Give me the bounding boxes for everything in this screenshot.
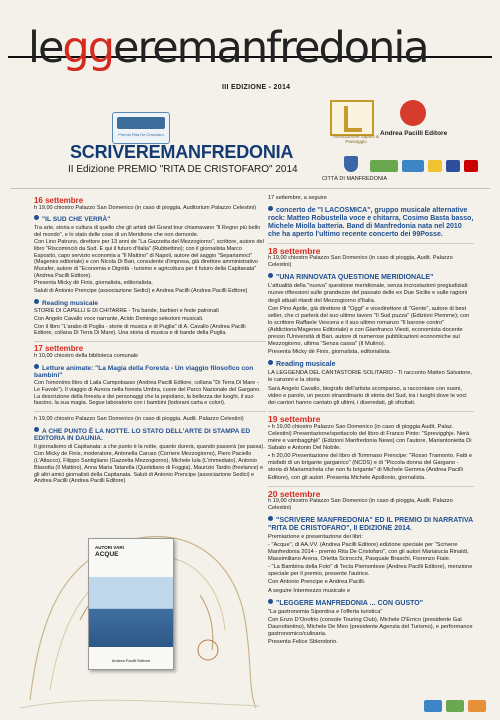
event-heading	[34, 215, 266, 223]
program-right-column	[268, 195, 474, 647]
event-date: 16 settembre	[34, 196, 84, 205]
wordmark-suffix: eremanfredonia	[113, 23, 428, 73]
section-divider	[268, 411, 474, 412]
event-description: Con il libro "L'arabo di Puglia - storie di musica e di Puglia" di A. Cavallo (Andrea Pacilli Editore, collana Di Terra Di Mare). Una storia di musica e di bande della Puglia.	[34, 323, 246, 337]
heading-text: Letture animate: "La Magia della Foresta - Un viaggio filosofico con bambini"	[34, 364, 254, 379]
heading-text: "IL SUD CHE VERRÀ"	[42, 216, 111, 224]
comune-caption: CITTÀ DI MANFREDONIA	[322, 176, 388, 182]
sponsor-logo-1	[370, 160, 398, 172]
section-divider	[34, 411, 266, 412]
heading-text: Reading musicale	[276, 361, 336, 369]
event-description: "La gastronomia Sipontina e l'offerta turistica"	[268, 608, 383, 615]
event-subtitle: II Edizione PREMIO "RITA DE CRISTOFARO" 2014	[68, 164, 298, 175]
event-heading	[34, 427, 266, 443]
bullet-icon	[34, 215, 39, 220]
bullet-icon	[34, 364, 39, 369]
footer-logo-3	[468, 700, 486, 712]
comune-crest-icon	[344, 156, 358, 172]
event-description: Premiazione e presentazione dei libri:	[268, 533, 363, 540]
event-time-venue: h 19,00 chiostro Palazzo San Domenico (in caso di pioggia, Audit. Palazzo Celestini)	[268, 497, 453, 511]
event-heading	[268, 273, 474, 282]
bullet-icon	[268, 206, 273, 211]
heading-text: "UNA RINNOVATA QUESTIONE MERIDIONALE"	[276, 274, 434, 282]
pacilli-editore-caption: Andrea Pacilli Editore	[380, 130, 448, 137]
event-description: Saluti di Antonio Prencipe (associazione Sedici) e Andrea Pacilli (Andrea Pacilli Editore)	[34, 288, 248, 295]
scriveremanfredonia-logo	[112, 112, 170, 144]
event-description: Con Micky de Finis, moderatore, Antonella Caruso (Corriere Mezzogiorno), Piero Paciello (L'Attacco), Filippo Santigliano (Gazzetta Mezzogiorno), Michele Iula (L'immediato), Antonio Blasotta (Il Mattino), Anna Maria Tatarella (Quotidiano di Foggia), Maurizio Tardio (freelance) e gli altri amici giornalisti della Capitanata. Saluti di Antonio Prencipe (associazione Sedici) e Andrea Pacilli (Andrea Pacilli Editore)	[34, 451, 264, 485]
sponsor-logo-3	[428, 160, 442, 172]
bullet-icon	[268, 599, 273, 604]
book-publisher: Andrea Pacilli Editore	[111, 658, 151, 663]
event-heading	[268, 516, 474, 533]
event-time-venue: h 10,00 chiostro della biblioteca comunale	[34, 352, 139, 359]
event-heading	[268, 360, 474, 369]
event-description: Con Angelo Cavallo voce narrante, Acido Domingo selezioni musicali.	[34, 315, 204, 322]
book-author: AUTORI VARI	[95, 545, 124, 550]
event-time-venue: h 19,00 chiostro Palazzo San Domenico (in caso di pioggia, Audit. Palazzo Celestini)	[34, 416, 244, 423]
section-divider	[34, 341, 266, 342]
footer-logo-1	[424, 700, 442, 712]
event-heading	[34, 299, 266, 307]
event-description: • h 20,00 Presentazione del libro di Tommaso Prencipe: "Rosso Tramonto. Fatti e misfatti di un brigante garganico" (NCDS) e di "Piccola donna del Gargano - storia di Mariamichela che non fu brigante" di Michele Gemma (Andrea Pacilli Editore), con gli autori. Presenta Michele Apollonio, giornalista.	[268, 453, 473, 481]
footer-logo-2	[446, 700, 464, 712]
event-description: • h 19,00 chiostro Palazzo San Domenico (in caso di pioggia Audit. Palaz. Celestini) Presentazione/spettacolo del libro di Franco Pinto: "Sprevigghje. Nerà mère e vambagghjè" (Edizioni Manfredonia News) con l'autore, Mariantonietta Di Sabato e Antonio Del Nobile.	[268, 423, 472, 452]
bullet-icon	[34, 299, 39, 304]
bullet-icon	[268, 273, 273, 278]
event-title: SCRIVEREMANFREDONIA	[70, 142, 294, 162]
event-description: LA LEGGENDA DEL CANTASTORIE SOLITARIO - Ti racconto Matteo Salvatore, le canzoni e la storia	[268, 370, 472, 384]
event-description: Presenta Micky dè Finis, giornalista, editorialista.	[34, 280, 153, 287]
event-description: STORIE DI CAPELLI E DI CHITARRE - Tra bande, barbieri e feste patronali	[34, 308, 219, 315]
heading-text: A CHE PUNTO È LA NOTTE. LO STATO DELL'ARTE DI STAMPA ED EDITORIA IN DAUNIA.	[34, 427, 251, 443]
event-time-venue: h 19,00 chiostro Palazzo San Domenico (in caso di pioggia, Audit. Palazzo Celestini)	[268, 255, 453, 269]
associazione-logo	[330, 100, 374, 136]
pacilli-editore-logo	[400, 100, 426, 126]
event-date: 20 settembre	[268, 488, 321, 499]
wordmark-red: gg	[62, 23, 113, 73]
associazione-mark-icon	[344, 106, 362, 132]
event-description: Con Antonio Prencipe e Andrea Pacilli.	[268, 579, 366, 586]
book-title: ACQUE	[95, 551, 119, 558]
event-wordmark	[28, 18, 428, 78]
event-heading	[268, 206, 474, 239]
event-description: Con Enzo D'Onofrio (console Touring Club), Michele D'Errico (presidente Gal Daunofantino), Michele De Meo (presidente Agenzia del Turismo), e performance gastronomico/culinaria.	[268, 616, 473, 637]
event-description: Sarà Angelo Cavallo, biografo dell'artista scomparso, a raccontare con suoni, video e parole, un pezzo straordinario di storia del Sud, tra i luoghi dove le voci dei cantori hanno cantato gli ultimi, i diseredati, gli sfruttati.	[268, 385, 467, 406]
bullet-icon	[268, 516, 273, 521]
associazione-caption: Associazione Sipario & Paesaggio	[332, 134, 380, 144]
book-cover-photo	[89, 577, 173, 647]
event-description: Il giornalismo di Capitanata: a che punto è la notte, quanto durerà, quando passerà (se passa).	[34, 443, 265, 450]
sponsor-logo-4	[446, 160, 460, 172]
heading-text: Reading musicale	[42, 299, 99, 307]
heading-text: concerto de "I LACOSMICA", gruppo musicale alternative rock: Matteo Robustella voce e chitarra, Cosimo Basta basso, Michele Miolla batteria. Band di Manfredonia nata nel 2010 che ha aperto l'ultimo recente concerto dei 99Posse.	[268, 207, 474, 239]
heading-text: "LEGGERE MANFREDONIA ... CON GUSTO"	[276, 599, 424, 607]
section-divider	[268, 486, 474, 487]
event-heading	[268, 599, 474, 608]
section-divider	[268, 243, 474, 244]
header-banner	[0, 18, 500, 78]
event-description: A seguire Intermezzo musicale e	[268, 587, 351, 594]
sponsor-logo-5	[464, 160, 478, 172]
book-cover-acque	[88, 538, 174, 670]
event-date: 18 settembre	[268, 246, 321, 257]
event-description: L'attualità della "nuova" questione meridionale, senza incrostazioni pregiudiziali: nuove riflessioni sulle grandezze del passato delle ex Due Sicilie e sulle ragioni degli attuali ritardi del Mezzogiorno d'Italia.	[268, 283, 469, 304]
event-description: - "Acque", di AA.VV. (Andrea Pacilli Editore) edizione speciale per "Scrivere Manfredonia 2014 - premio Rita De Cristofaro", con gli autori Mariaiucia Rinaldi, Massimiliano Arena, Orietta Scirocchi, Pasquale Braschi, Fiorenzo Fiale.	[268, 542, 469, 563]
logo-caption: Premio Rita De Cristofaro	[118, 132, 164, 137]
bullet-icon	[34, 427, 39, 432]
event-time-venue: 17 settembre, a seguire	[268, 195, 327, 201]
edition-label: III EDIZIONE - 2014	[222, 84, 291, 91]
event-description: Con Lino Patruno, direttore per 13 anni de "La Gazzetta del Mezzogiorno", scrittore, autore del libro "Riscominciò da Sud. E qui il futuro d'Italia" (Rubbettino); con il giornalista Marco Esposito, capo servizio economia a "Il Mattino" di Napoli, autore del saggio "Separiamoci" (Magenes editoriale) e con Nicola Di Bari, consulente d'impresa, già direttore amministrativo Mucafer, autore di "Economia e Dignità - turismo e agricoltura per il futuro della Capitanata" (Andrea Pacilli Editore).	[34, 239, 264, 279]
heading-text: "SCRIVERE MANFREDONIA" ED IL PREMIO DI NARRATIVA "RITA DE CRISTOFARO", II EDIZIONE 2014.	[268, 516, 473, 532]
wordmark-prefix: le	[28, 23, 63, 73]
logo-band	[117, 117, 165, 129]
event-description: Con l'omonimo libro di Laila Campobasso (Andrea Pacilli Editore, collana "Di Terra Di Mare - Le Favole"). Il viaggio di Aurora nella foresta Umbra, cuore del Parco Nazionale del Gargano. La descrizione della foresta e dei personaggi che la popolano, la bellezza dei luoghi, il suo fascino, la sua magia. Segue laboratorio con i bambini (lodorani carta e colori).	[34, 380, 261, 407]
event-description: Con Pino Aprile, già direttore di "Oggi" e vicedirettore di "Gente", autore di best seller, che ci parlerà del suo ultimo lavoro "Il Sud puzza" (Edizioni Piemme); con lo scrittore Raffaele Vescera e il suo ultimo romanzo "Il barone contro" (Addictions/Magenes Editoriale) e con Gianfranco Viesti, economista docente presso l'Università di Bari, autore di numerose pubblicazioni economiche sul Mezzogiorno, ultima "Senza cassa" (Il Mulino).	[268, 305, 470, 348]
event-date: 17 settembre	[34, 344, 84, 354]
event-description: Presenta Micky dè Finis, giornalista, editorialista.	[268, 349, 391, 356]
sponsor-logo-2	[402, 160, 424, 172]
event-date: 19 settembre	[268, 413, 321, 424]
event-description: Presenta Felice Sblendorio.	[268, 639, 338, 646]
program-left-column	[34, 195, 266, 486]
event-description: Tra arte, storia e cultura di quello che gli artisti del Grand tour chiamavano "Il Regno più bello del mondo", e lo stato delle cose di un Meridione che non demorde.	[34, 224, 261, 238]
event-time-venue: h 19,00 chiostro Palazzo San Domenico (in caso di pioggia, Auditorium Palazzo Celestini)	[34, 204, 257, 211]
bullet-icon	[268, 360, 273, 365]
event-description: - "La Bambina della Foto" di Tecla Piemontese (Andrea Pacilli Editore), menzione speciale per il premio, presente l'autrice.	[268, 564, 473, 578]
header-divider	[10, 188, 490, 189]
event-heading	[34, 364, 266, 380]
